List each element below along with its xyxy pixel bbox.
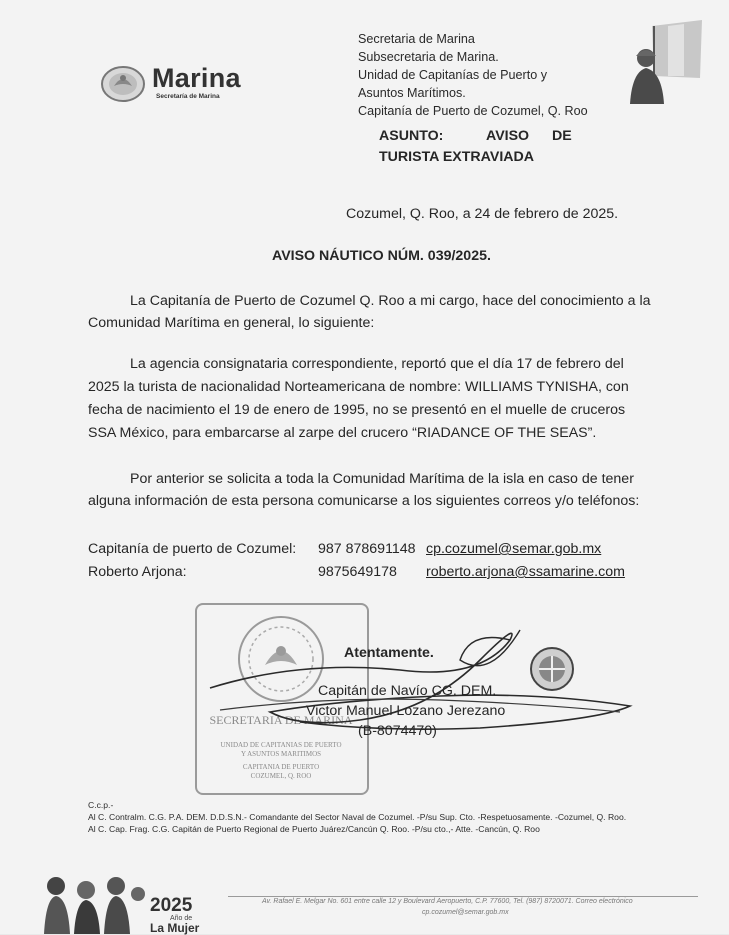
stamp-line: COZUMEL, Q. ROO — [250, 772, 312, 780]
ccp-label: C.c.p.- — [88, 800, 114, 810]
header-block — [358, 30, 618, 120]
subject-label: ASUNTO: — [379, 128, 444, 144]
stamp-line: Y ASUNTOS MARITIMOS — [240, 750, 322, 758]
ccp-line: Al C. Contralm. C.G. P.A. DEM. D.D.S.N.- Comandante del Sector Naval de Cozumel. -P/su Sup. Cto. -Respetuosamente. -Cozumel, Q. Roo. — [88, 812, 627, 822]
paragraph-2-line: 2025 la turista de nacionalidad Norteamericana de nombre: WILLIAMS TYNISHA, con — [88, 379, 629, 395]
stamp-line: UNIDAD DE CAPITANIAS DE PUERTO — [220, 741, 342, 749]
signer-id: (B-8074470) — [358, 723, 437, 739]
paragraph-2-line: SSA México, para embarcarse al zarpe del crucero “RIADANCE OF THE SEAS”. — [88, 425, 597, 441]
paragraph-3-line: alguna información de esta persona comunicarse a los siguientes correos y/o teléfonos: — [88, 493, 640, 509]
eagle-emblem-icon — [100, 64, 146, 104]
header-line: Unidad de Capitanías de Puerto y — [358, 68, 548, 82]
header-line: Capitanía de Puerto de Cozumel, Q. Roo — [358, 104, 588, 118]
contact-email-link[interactable]: roberto.arjona@ssamarine.com — [426, 564, 625, 580]
stamp-line: SECRETARIA DE MARINA — [209, 713, 353, 727]
contact-phone: 9875649178 — [318, 564, 397, 580]
subject-word-aviso: AVISO — [486, 128, 530, 144]
footer-year-caption: Año de — [170, 915, 193, 922]
header-line: Subsecretaria de Marina. — [358, 50, 499, 64]
header-line: Asuntos Marítimos. — [358, 86, 466, 100]
signer-rank: Capitán de Navío CG. DEM. — [318, 683, 497, 699]
marina-logo-word: Marina — [152, 63, 241, 93]
paragraph-1-line: Comunidad Marítima en general, lo siguiente: — [88, 315, 375, 331]
closing: Atentamente. — [344, 645, 434, 661]
stamp-line: CAPITANIA DE PUERTO — [242, 763, 320, 771]
subject-line2: TURISTA EXTRAVIADA — [379, 149, 535, 165]
contact-name: Capitanía de puerto de Cozumel: — [88, 541, 297, 557]
paragraph-1-line: La Capitanía de Puerto de Cozumel Q. Roo a mi cargo, hace del conocimiento a la — [130, 293, 651, 309]
contact-name: Roberto Arjona: — [88, 564, 187, 580]
footer-email: cp.cozumel@semar.gob.mx — [422, 909, 509, 916]
flag-soldier-image — [624, 16, 704, 106]
notice-title: AVISO NÁUTICO NÚM. 039/2025. — [272, 248, 491, 264]
contact-phone: 987 878691148 — [318, 541, 416, 557]
marina-logo-subtitle: Secretaría de Marina — [156, 93, 220, 100]
place-date: Cozumel, Q. Roo, a 24 de febrero de 2025. — [346, 206, 619, 222]
footer-mujer: La Mujer — [150, 921, 200, 935]
small-seal-icon — [529, 646, 575, 692]
footer-address: Av. Rafael E. Melgar No. 601 entre calle 12 y Boulevard Aeropuerto, C.P. 77600, Tel. (987) 8720071. Correo electrónico — [262, 898, 633, 905]
paragraph-2-line: La agencia consignataria correspondiente, reportó que el día 17 de febrero del — [130, 356, 624, 372]
footer-year: 2025 — [150, 895, 193, 916]
contact-email-link[interactable]: cp.cozumel@semar.gob.mx — [426, 541, 602, 557]
women-figures-illustration — [40, 868, 146, 934]
paragraph-3-line: Por anterior se solicita a toda la Comunidad Marítima de la isla en caso de tener — [130, 471, 634, 487]
subject-word-de: DE — [552, 128, 572, 144]
ccp-line: Al C. Cap. Frag. C.G. Capitán de Puerto Regional de Puerto Juárez/Cancún Q. Roo. -P/su cto.,- Atte. -Cancún, Q. Roo — [88, 824, 540, 834]
header-line: Secretaria de Marina — [358, 32, 475, 46]
signer-name: Victor Manuel Lozano Jerezano — [306, 703, 506, 719]
paragraph-2-line: fecha de nacimiento el 19 de enero de 1995, no se presentó en el muelle de cruceros — [88, 402, 626, 418]
